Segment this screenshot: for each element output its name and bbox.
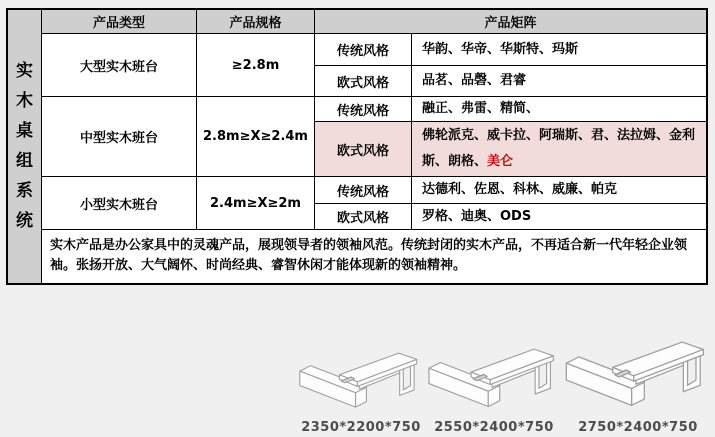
style-row bbox=[315, 203, 706, 229]
desk-drawing-icon bbox=[298, 335, 424, 418]
product-description: 实木产品是办公家具中的灵魂产品，展现领导者的领袖风范。传统封闭的实木产品，不再适合新一代年轻企业领袖。张扬开放、大气阔怀、时尚经典、睿智休闲才能体现新的领袖精神。 bbox=[50, 238, 688, 273]
product-table bbox=[6, 8, 708, 285]
style-names: 华韵、华帝、华斯特、玛斯 bbox=[422, 41, 579, 57]
style-label: 传统风格 bbox=[315, 34, 412, 65]
product-spec: 2.4m≥X≥2m bbox=[197, 177, 315, 229]
highlighted-product-name: 美仑 bbox=[487, 154, 514, 169]
product-type: 小型实木班台 bbox=[42, 177, 197, 229]
style-label: 欧式风格 bbox=[315, 66, 412, 96]
table-row-medium bbox=[42, 97, 706, 177]
table-row-large bbox=[42, 34, 706, 97]
table-side-title bbox=[8, 10, 42, 283]
product-spec: 2.8m≥X≥2.4m bbox=[197, 97, 315, 176]
desk-dimensions-label: 2350*2200*750 bbox=[301, 420, 421, 435]
side-title-char: 木 bbox=[16, 91, 33, 111]
style-label: 欧式风格 bbox=[315, 204, 412, 229]
style-label: 传统风格 bbox=[315, 97, 412, 121]
header-product-spec: 产品规格 bbox=[197, 10, 315, 33]
desk-figure-2 bbox=[427, 330, 561, 436]
style-names: 罗格、迪奥、ODS bbox=[422, 208, 532, 224]
desk-figure-1 bbox=[298, 335, 424, 436]
style-names: 达德利、佐恩、科林、威廉、帕克 bbox=[422, 182, 618, 197]
style-names: 品茗、品磬、君睿 bbox=[422, 73, 527, 88]
product-type: 大型实木班台 bbox=[42, 34, 197, 96]
desk-drawing-icon bbox=[564, 321, 712, 418]
side-title-char: 统 bbox=[16, 211, 33, 231]
style-names: 佛轮派克、威卡拉、阿瑞斯、君、法拉姆、金利斯、朗格、美仑 bbox=[412, 122, 706, 176]
desk-figure-3 bbox=[564, 321, 712, 436]
style-row-highlighted bbox=[315, 121, 706, 176]
style-label: 欧式风格 bbox=[315, 122, 412, 176]
side-title-char: 桌 bbox=[16, 121, 33, 141]
table-row-small bbox=[42, 177, 706, 230]
side-title-char: 组 bbox=[16, 151, 33, 171]
header-product-matrix: 产品矩阵 bbox=[484, 16, 537, 31]
desk-illustrations bbox=[298, 342, 712, 436]
desk-dimensions-label: 2550*2400*750 bbox=[434, 420, 554, 435]
desk-dimensions-label: 2750*2400*750 bbox=[578, 420, 698, 435]
style-row bbox=[315, 65, 706, 96]
product-type: 中型实木班台 bbox=[42, 97, 197, 176]
product-spec: ≥2.8m bbox=[197, 34, 315, 96]
style-row bbox=[315, 34, 706, 65]
style-label: 传统风格 bbox=[315, 177, 412, 203]
side-title-char: 系 bbox=[16, 181, 33, 201]
desk-drawing-icon bbox=[427, 330, 561, 418]
style-row bbox=[315, 97, 706, 121]
table-header-row bbox=[42, 10, 706, 34]
side-title-char: 实 bbox=[16, 61, 33, 81]
style-row bbox=[315, 177, 706, 203]
header-product-type: 产品类型 bbox=[42, 10, 197, 33]
style-names: 融正、弗雷、精简、 bbox=[422, 101, 540, 116]
